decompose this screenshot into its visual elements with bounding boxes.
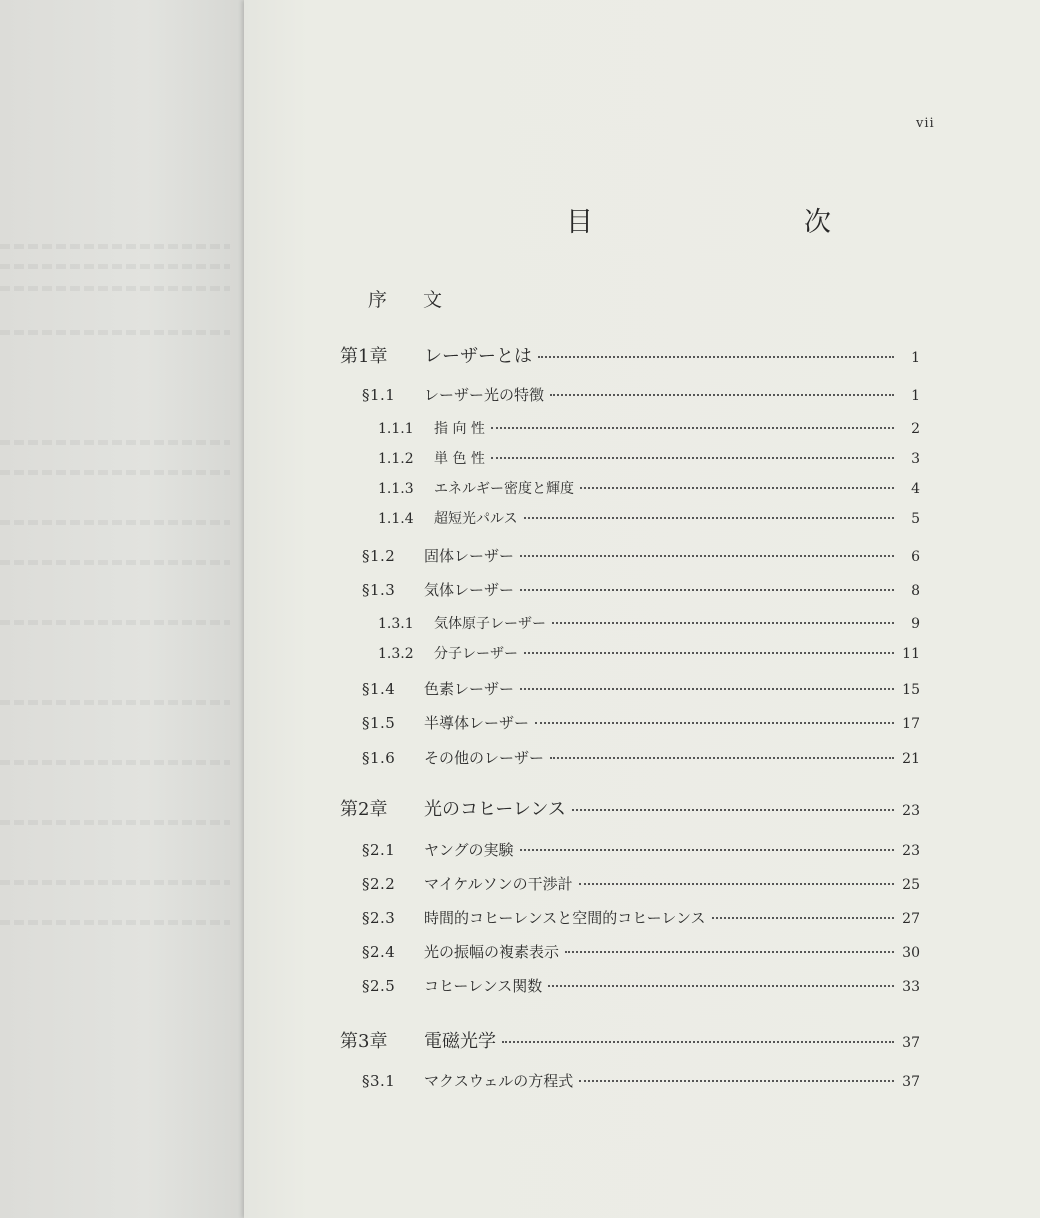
page-ref: 33 [902,979,920,995]
page-ref: 17 [902,716,920,732]
entry-title: ヤングの実験 [424,841,514,859]
entry-title: 電磁光学 [424,1031,496,1052]
subsection-number: 1.1.1 [378,421,414,437]
toc-entry-section [362,975,920,996]
page-ref: 3 [911,451,920,467]
entry-title: 気体レーザー [424,581,515,599]
section-number: §1.3 [362,581,396,599]
leader-dots [535,722,894,724]
section-number: §2.4 [362,943,396,961]
entry-title: 超短光パルス [434,511,518,527]
leader-dots [520,555,894,557]
preface-heading: 序文 [368,289,479,311]
section-number: §2.3 [362,909,396,927]
chapter-number: 第1章 [340,346,388,367]
show-through-line [0,244,230,249]
toc-entry-subsection [378,418,920,438]
section-number: §2.1 [362,841,396,859]
section-number: §2.2 [362,875,396,893]
toc-entry-subsection [378,448,920,468]
leader-dots [580,487,894,489]
subsection-number: 1.3.2 [378,646,414,662]
page-ref: 37 [902,1035,920,1051]
entry-title: 指 向 性 [434,421,485,437]
leader-dots [538,356,894,358]
toc-entry-section [362,579,920,600]
show-through-line [0,470,230,475]
page-ref: 25 [902,877,920,893]
entry-title: レーザー光の特徴 [424,386,545,404]
entry-title: 光の振幅の複素表示 [424,943,560,961]
entry-title: 光のコヒーレンス [424,799,566,820]
leader-dots [502,1041,894,1043]
toc-entry-subsection [378,613,920,633]
entry-title: 分子レーザー [434,646,518,662]
subsection-number: 1.1.3 [378,481,414,497]
page-ref: 11 [902,646,920,662]
leader-dots [548,985,894,987]
toc-entry-section [362,839,920,860]
entry-title: 色素レーザー [424,680,515,698]
show-through-line [0,920,230,925]
subsection-number: 1.3.1 [378,616,414,632]
toc-entry-section [362,907,920,928]
leader-dots [565,951,894,953]
entry-title: マイケルソンの干渉計 [424,875,573,893]
leader-dots [579,883,894,885]
section-number: §1.4 [362,680,396,698]
leader-dots [520,589,894,591]
section-number: §1.5 [362,714,396,732]
leader-dots [524,517,894,519]
leader-dots [524,652,894,654]
entry-title: マクスウェルの方程式 [424,1072,574,1090]
leader-dots [579,1080,894,1082]
chapter-number: 第3章 [340,1031,388,1052]
section-number: §1.6 [362,749,396,767]
leader-dots [520,849,894,851]
section-number: §1.2 [362,547,396,565]
show-through-line [0,264,230,269]
toc-entry-subsection [378,478,920,498]
leader-dots [520,688,894,690]
show-through-line [0,286,230,291]
leader-dots [491,427,894,429]
toc-entry-chapter-2 [340,795,920,821]
page-ref: 1 [911,388,920,404]
entry-title: エネルギー密度と輝度 [434,481,574,497]
show-through-line [0,330,230,335]
show-through-line [0,440,230,445]
show-through-line [0,520,230,525]
toc-title: 目 次 [566,207,923,238]
toc-entry-subsection [378,508,920,528]
toc-entry-section [362,873,920,894]
show-through-line [0,620,230,625]
show-through-line [0,880,230,885]
show-through-line [0,700,230,705]
leader-dots [491,457,894,459]
leader-dots [550,394,894,396]
toc-entry-section [362,384,920,405]
entry-title: その他のレーザー [424,749,545,767]
section-number: §2.5 [362,977,396,995]
chapter-number: 第2章 [340,799,388,820]
page-ref: 9 [911,616,920,632]
leader-dots [552,622,894,624]
toc-entry-chapter-1 [340,342,920,368]
leader-dots [572,809,894,811]
entry-title: コヒーレンス関数 [424,977,543,995]
page-ref: 23 [902,803,920,819]
page-number: vii [916,116,935,131]
page-ref: 37 [902,1074,920,1090]
page-ref: 23 [902,843,920,859]
entry-title: 時間的コヒーレンスと空間的コヒーレンス [424,909,706,927]
section-number: §1.1 [362,386,396,404]
subsection-number: 1.1.4 [378,511,414,527]
toc-entry-section [362,545,920,566]
subsection-number: 1.1.2 [378,451,414,467]
toc-entry-section [362,1070,920,1091]
page-ref: 15 [902,682,920,698]
toc-entry-section [362,941,920,962]
leader-dots [712,917,894,919]
entry-title: レーザーとは [424,346,532,367]
page-ref: 4 [911,481,920,497]
page-ref: 8 [911,583,920,599]
page-ref: 2 [911,421,920,437]
toc-entry-chapter-3 [340,1027,920,1053]
entry-title: 単 色 性 [434,451,485,467]
toc-entry-section [362,712,920,733]
page-ref: 6 [911,549,920,565]
page-ref: 30 [902,945,920,961]
entry-title: 固体レーザー [424,547,515,565]
page-ref: 21 [902,751,920,767]
toc-entry-section [362,678,920,699]
page-ref: 5 [911,511,920,527]
leader-dots [550,757,894,759]
left-page [0,0,244,1218]
page-ref: 27 [902,911,920,927]
page-ref: 1 [911,350,920,366]
entry-title: 気体原子レーザー [434,616,546,632]
toc-entry-subsection [378,643,920,663]
show-through-line [0,760,230,765]
entry-title: 半導体レーザー [424,714,530,732]
show-through-line [0,560,230,565]
section-number: §3.1 [362,1072,396,1090]
toc-entry-section [362,747,920,768]
show-through-line [0,820,230,825]
